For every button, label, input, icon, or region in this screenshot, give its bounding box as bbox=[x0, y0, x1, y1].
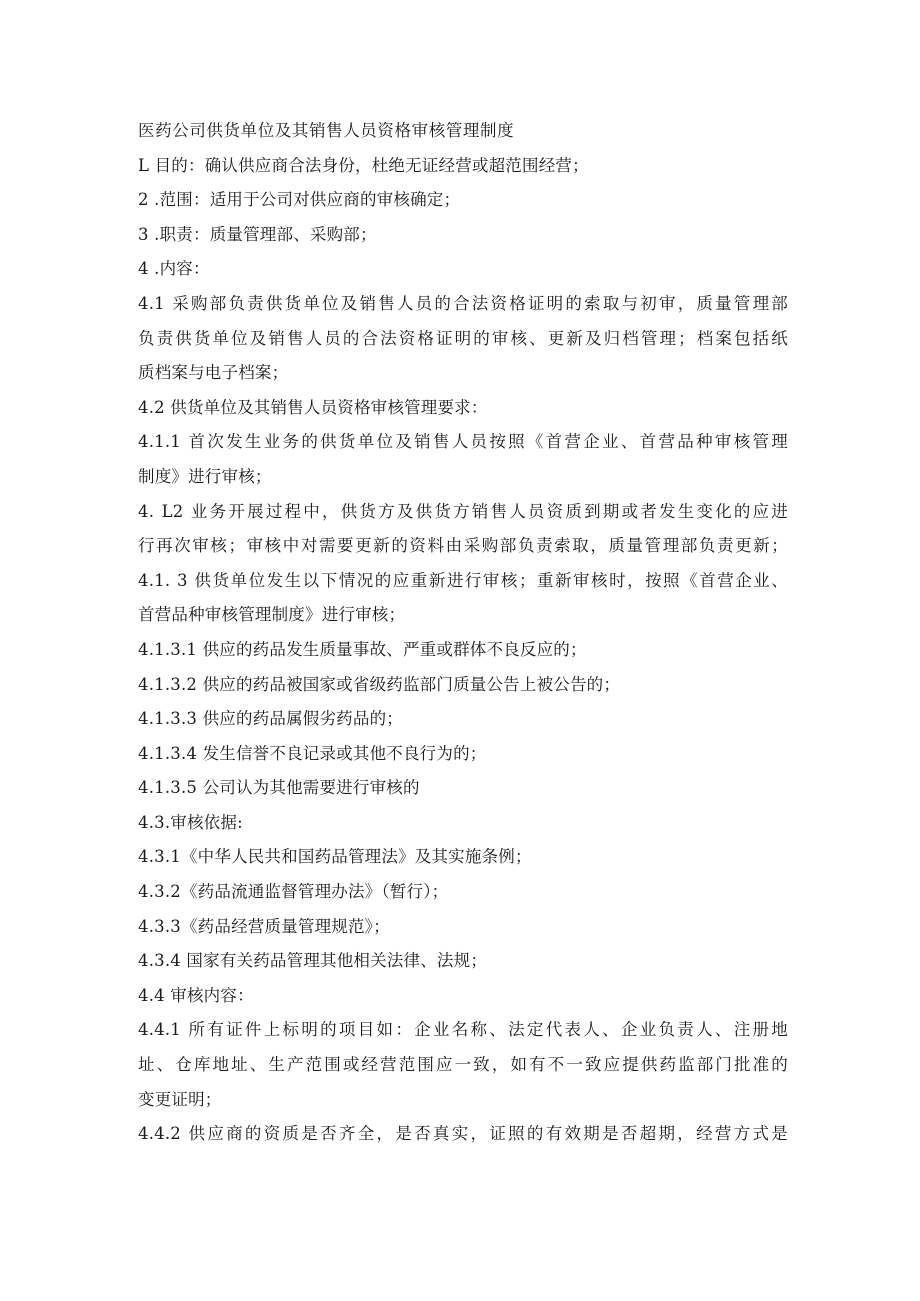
paragraph-line: 4.3.3《药品经营质量管理规范》； bbox=[138, 916, 390, 936]
paragraph-line: 质档案与电子档案； bbox=[138, 363, 289, 383]
paragraph-line: 4.1.3.4 发生信誉不良记录或其他不良行为的； bbox=[138, 743, 487, 763]
paragraph-line: 4.1.3.2 供应的药品被国家或省级药监部门质量公告上被公告的； bbox=[138, 674, 621, 694]
paragraph-line: 变更证明； bbox=[138, 1089, 222, 1109]
paragraph-line: 行再次审核；审核中对需要更新的资料由采购部负责索取，质量管理部负责更新； bbox=[138, 536, 788, 556]
paragraph-line: 负责供货单位及销售人员的合法资格证明的审核、更新及归档管理；档案包括纸 bbox=[138, 328, 788, 348]
paragraph-line: 4.3.1《中华人民共和国药品管理法》及其实施条例； bbox=[138, 847, 532, 867]
paragraph-line: 2 .范围：适用于公司对供应商的审核确定； bbox=[138, 190, 461, 210]
paragraph-line: 4.2 供货单位及其销售人员资格审核管理要求： bbox=[138, 397, 488, 417]
paragraph-line: 制度》进行审核； bbox=[138, 466, 272, 486]
paragraph-line: 4.3.审核依据: bbox=[138, 812, 243, 832]
paragraph-line: 4.1.3.5 公司认为其他需要进行审核的 bbox=[138, 778, 420, 798]
document-title: 医药公司供货单位及其销售人员资格审核管理制度 bbox=[138, 121, 515, 140]
paragraph-line: 4.1.3.3 供应的药品属假劣药品的； bbox=[138, 709, 403, 729]
paragraph-line: 4.1.1 首次发生业务的供货单位及销售人员按照《首营企业、首营品种审核管理 bbox=[138, 432, 788, 452]
paragraph-line: 4 .内容： bbox=[138, 259, 210, 279]
paragraph-line: 4.4.1 所有证件上标明的项目如：企业名称、法定代表人、企业负责人、注册地 bbox=[138, 1020, 788, 1040]
paragraph-line: 4. L2 业务开展过程中，供货方及供货方销售人员资质到期或者发生变化的应进 bbox=[138, 501, 788, 521]
paragraph-line: 首营品种审核管理制度》进行审核； bbox=[138, 605, 406, 625]
paragraph-line: 4.1.3.1 供应的药品发生质量事故、严重或群体不良反应的； bbox=[138, 639, 587, 659]
paragraph-line: 址、仓库地址、生产范围或经营范围应一致，如有不一致应提供药监部门批准的 bbox=[138, 1055, 788, 1075]
paragraph-line: 4.3.2《药品流通监督管理办法》（暂行）； bbox=[138, 882, 449, 902]
paragraph-line: L 目的：确认供应商合法身份，杜绝无证经营或超范围经营； bbox=[138, 155, 589, 175]
document-body bbox=[138, 114, 788, 1152]
paragraph-line: 4.1. 3 供货单位发生以下情况的应重新进行审核；重新审核时，按照《首营企业、 bbox=[138, 570, 788, 590]
paragraph-line: 4.4 审核内容： bbox=[138, 985, 254, 1005]
paragraph-line: 4.3.4 国家有关药品管理其他相关法律、法规； bbox=[138, 951, 488, 971]
paragraph-line: 4.4.2 供应商的资质是否齐全，是否真实，证照的有效期是否超期，经营方式是 bbox=[138, 1124, 788, 1144]
paragraph-line: 3 .职责：质量管理部、采购部； bbox=[138, 224, 377, 244]
paragraph-line: 4.1 采购部负责供货单位及销售人员的合法资格证明的索取与初审，质量管理部 bbox=[138, 293, 788, 313]
